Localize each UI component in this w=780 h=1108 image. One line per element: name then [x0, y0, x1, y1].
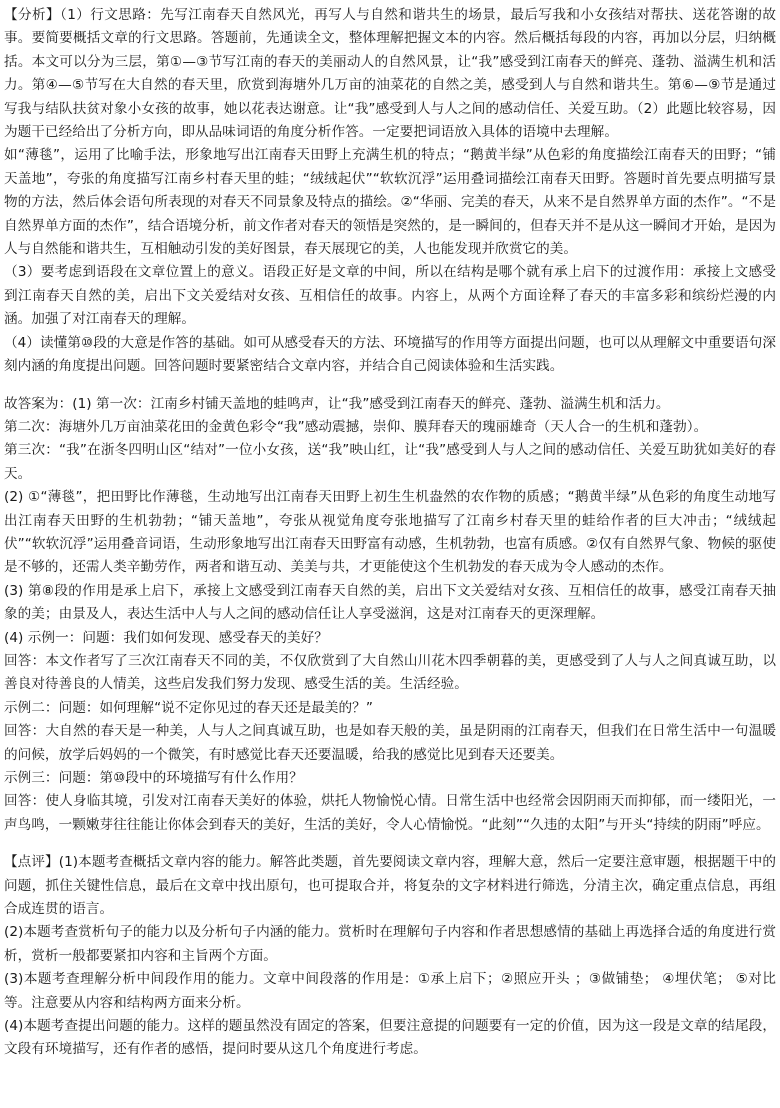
answer-paragraph-10: 示例三：问题：第⑩段中的环境描写有什么作用？ — [4, 770, 303, 786]
section-spacer — [4, 837, 776, 851]
answer-section — [4, 393, 776, 838]
comment-paragraph-1: 【点评】(1)本题考查概括文章内容的能力。解答此类题，首先要阅读文章内容，理解大意，然后一定要注意审题，根据题干中的问题，抓住关键性信息，最后在文章中找出原句，也可提取合并，将复杂的文字材料进行筛选，分清主次，确定重点信息，再组合成连贯的语言。 — [4, 854, 776, 918]
answer-paragraph-3: 第三次：“我”在浙冬四明山区“结对”一位小女孩，送“我”映山红，让“我”感受到人与人之间的感动信任、关爱互助犹如美好的春天。 — [4, 442, 776, 482]
analysis-section — [4, 4, 776, 379]
analysis-paragraph-3: （3）要考虑到语段在文章位置上的意义。语段正好是文章的中间，所以在结构是哪个就有承上启下的过渡作用：承接上文感受到江南春天自然的美，启出下文关爱结对女孩、互相信任的故事。内容上，从两个方面诠释了春天的丰富多彩和缤纷烂漫的内涵。加强了对江南春天的理解。 — [4, 264, 776, 328]
answer-paragraph-2: 第二次：海塘外几万亩油菜花田的金黄色彩令“我”感动震撼，崇仰、膜拜春天的瑰丽雄奇（天人合一的生机和蓬勃）。 — [4, 418, 708, 435]
comment-paragraph-2: (2)本题考查赏析句子的能力以及分析句子内涵的能力。赏析时在理解句子内容和作者思想感情的基础上再选择合适的角度进行赏析，赏析一般都要紧扣内容和主旨两个方面。 — [4, 924, 776, 964]
analysis-paragraph-1: 【分析】（1）行文思路：先写江南春天自然风光，再写人与自然和谐共生的场景，最后写我和小女孩结对帮扶、送花答谢的故事。要简要概括文章的行文思路。答题前，先通读全文，整体理解把握文本的内容。然后概括每段的内容，再加以分层，归纳概括。本文可以分为三层，第①—③节写江南的春天的美丽动人的自然风景，让“我”感受到江南春天的鲜亮、蓬勃、溢满生机和活力。第④—⑤节写在大自然的春天里，欣赏到海塘外几万亩的油菜花的自然之美，感受到人与自然和谐共生。第⑥—⑨节是通过写我与结队扶贫对象小女孩的故事，她以花表达谢意。让“我”感受到人与人之间的感动信任、关爱互助。（2）此题比较容易，因为题干已经给出了分析方向，即从品味词语的角度分析作答。一定要把词语放入具体的语境中去理解。 — [4, 7, 776, 141]
analysis-paragraph-2: 如“薄毯”，运用了比喻手法，形象地写出江南春天田野上充满生机的特点；“鹅黄半绿”从色彩的角度描绘江南春天的田野；“铺天盖地”，夸张的角度描写江南乡村春天里的蛙；“绒绒起伏”“软软沉浮”运用叠词描绘江南春天田野。答题时首先要点明描写景物的方法，然后体会语句所表现的对春天不同景象及特点的描绘。②“华丽、完美的春天，从来不是自然界单方面的杰作”。“不是自然界单方面的杰作”，结合语境分析，前文作者对春天的领悟是突然的，是一瞬间的，但春天并不是从这一瞬间才开始，是因为人与自然能和谐共生，互相触动引发的美好图景，春天展现它的美，人也能发现并欣赏它的美。 — [4, 147, 776, 258]
comment-section — [4, 851, 776, 1062]
answer-paragraph-9: 回答：大自然的春天是一种美，人与人之间真诚互助，也是如春天般的美，虽是阴雨的江南春天，但我们在日常生活中一句温暖的问候，放学后妈妈的一个微笑，有时感觉比春天还要温暖，给我的感觉比见到春天还要美。 — [4, 723, 776, 763]
answer-paragraph-8: 示例二：问题：如何理解“说不定你见过的春天还是最美的？” — [4, 699, 373, 716]
answer-paragraph-4: (2) ①“薄毯”，把田野比作薄毯，生动地写出江南春天田野上初生生机盎然的农作物的质感；“鹅黄半绿”从色彩的角度生动地写出江南春天田野的生机勃勃；“铺天盖地”，夸张从视觉角度夸张地描写了江南乡村春天里的蛙给作者的巨大冲击；“绒绒起伏”“软软沉浮”运用叠音词语，生动形象地写出江南春天田野富有动感，生机勃勃，也富有质感。②仅有自然界气象、物候的驱使是不够的，还需人类辛勤劳作，两者和谐互动、美美与共，才更能使这个生机勃发的春天成为令人感动的杰作。 — [4, 489, 776, 576]
answer-paragraph-7: 回答：本文作者写了三次江南春天不同的美，不仅欣赏到了大自然山川花木四季朝暮的美，更感受到了人与人之间真诚互助，以善良对待善良的人情美，这些启发我们努力发现、感受生活的美。生活经验。 — [4, 652, 776, 693]
answer-paragraph-1: 故答案为：(1) 第一次：江南乡村铺天盖地的蛙鸣声，让“我”感受到江南春天的鲜亮、蓬勃、溢满生机和活力。 — [4, 395, 670, 412]
comment-paragraph-3: (3)本题考查理解分析中间段作用的能力。文章中间段落的作用是：①承上启下；②照应开头 ；③做铺垫； ④埋伏笔； ⑤对比等。注意要从内容和结构两方面来分析。 — [4, 971, 776, 1011]
comment-paragraph-4: (4)本题考查提出问题的能力。这样的题虽然没有固定的答案，但要注意提的问题要有一定的价值，因为这一段是文章的结尾段，文段有环境描写，还有作者的感悟，提问时要从这几个角度进行考虑。 — [4, 1018, 776, 1058]
answer-paragraph-11: 回答：使人身临其境，引发对江南春天美好的体验，烘托人物愉悦心情。日常生活中也经常会因阴雨天而抑郁，而一缕阳光，一声鸟鸣，一颗嫩芽往往能让你体会到春天的美好，生活的美好，令人心情愉悦。“此刻”“久违的太阳”与开头“持续的阴雨”呼应。 — [4, 793, 776, 833]
analysis-paragraph-4: （4）读懂第⑩段的大意是作答的基础。如可从感受春天的方法、环境描写的作用等方面提出问题，也可以从理解文中重要语句深刻内涵的角度提出问题。回答问题时要紧密结合文章内容，并结合自己阅读体验和生活实践。 — [4, 334, 776, 375]
section-spacer — [4, 379, 776, 393]
answer-paragraph-5: (3) 第⑧段的作用是承上启下，承接上文感受到江南春天自然的美，启出下文关爱结对女孩、互相信任的故事，感受江南春天抽象的美；由景及人，表达生活中人与人之间的感动信任让人享受滋润，这是对江南春天的更深理解。 — [4, 582, 776, 623]
answer-paragraph-6: (4) 示例一：问题：我们如何发现、感受春天的美好？ — [4, 629, 328, 646]
